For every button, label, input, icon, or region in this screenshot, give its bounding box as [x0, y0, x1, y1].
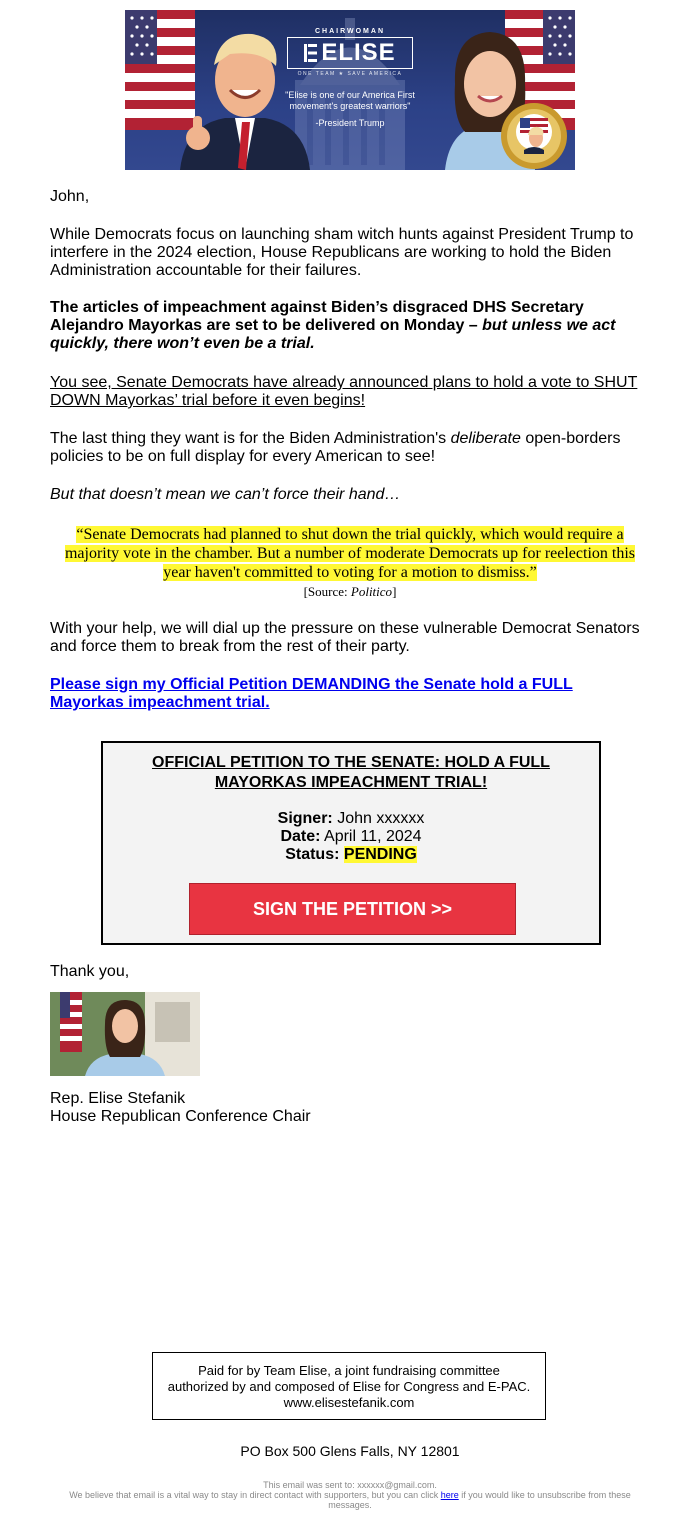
senate-plan-end: !: [360, 392, 366, 409]
mailing-address: PO Box 500 Glens Falls, NY 12801: [240, 1443, 460, 1459]
date-value: April 11, 2024: [324, 828, 422, 845]
elise-logo-text: ELISE: [321, 39, 396, 66]
open-borders-b: open-borders policies to be on full display for every American to see!: [50, 430, 621, 465]
petition-link[interactable]: Please sign my Official Petition DEMANDING the Senate hold a FULL Mayorkas impeachment trial.: [50, 676, 573, 711]
open-borders-italic: deliberate: [450, 430, 521, 447]
header-banner: [125, 10, 575, 170]
unsubscribe-text-b: if you would like to unsubscribe from these messages.: [328, 1490, 631, 1510]
official-team-trump-seal: [500, 102, 568, 170]
paid-for-disclaimer: Paid for by Team Elise, a joint fundraising committee authorized by and composed of Elise for Congress and E-PAC. www.elisestefanik.com: [152, 1352, 546, 1420]
open-borders-a: The last thing they want is for the Biden Administration's: [50, 430, 451, 447]
source-name: Politico: [350, 584, 393, 599]
unsubscribe-link[interactable]: here: [440, 1490, 459, 1500]
banner-attribution: -President Trump: [315, 118, 385, 128]
quote-source: [50, 584, 650, 599]
petition-title: [113, 753, 589, 793]
paragraph-pressure: With your help, we will dial up the pressure on these vulnerable Democrat Senators and force them to break from the rest of their party.: [50, 620, 640, 655]
date-label: Date:: [280, 828, 321, 845]
paragraph-senate-plan: [50, 374, 650, 410]
banner-tagline: ONE TEAM ★ SAVE AMERICA: [297, 71, 403, 77]
senate-plan-text: You see, Senate Democrats have already announced plans to hold a vote to SHUT DOWN Mayorkas’ trial before it even begins: [50, 374, 638, 409]
footer-fineprint: [50, 1480, 650, 1510]
signer-value: John xxxxxx: [337, 810, 425, 827]
politico-quote-text: “Senate Democrats had planned to shut down the trial quickly, which would require a majority vote in the chamber. But a number of moderate Democrats up for reelection this year haven't committed to voting for a motion to dismiss.”: [64, 526, 636, 581]
status-label: Status:: [285, 846, 340, 863]
banner-kicker: CHAIRWOMAN: [314, 28, 386, 35]
impeachment-warning: but unless we act quickly, there won’t even be a trial.: [50, 317, 616, 352]
petition-signer: [113, 810, 589, 828]
status-badge: PENDING: [343, 846, 417, 863]
greeting: John,: [50, 188, 90, 205]
petition-details: [113, 810, 589, 864]
source-suffix: ]: [392, 584, 397, 599]
signature-name: Rep. Elise Stefanik: [50, 1090, 186, 1107]
unsubscribe-notice: [50, 1490, 650, 1510]
elise-logo: [287, 37, 413, 69]
petition-status: [113, 846, 589, 864]
paragraph-petition-link: [50, 676, 650, 712]
thank-you: Thank you,: [50, 963, 130, 980]
paragraph-force-hand: But that doesn’t mean we can’t force their hand…: [50, 486, 401, 503]
impeachment-text: The articles of impeachment against Biden’s disgraced DHS Secretary Alejandro Mayorkas are set to be delivered on Monday –: [50, 299, 584, 334]
signer-label: Signer:: [277, 810, 333, 827]
unsubscribe-text-a: We believe that email is a vital way to stay in direct contact with supporters, but you can click: [69, 1490, 441, 1500]
signature-title: House Republican Conference Chair: [50, 1108, 311, 1125]
paragraph-impeachment: [50, 299, 650, 353]
petition-date: [113, 828, 589, 846]
sign-petition-button[interactable]: SIGN THE PETITION >>: [189, 883, 516, 935]
source-prefix: [Source:: [303, 584, 351, 599]
petition-title-line1: OFFICIAL PETITION TO THE SENATE: HOLD A FULL: [152, 754, 550, 771]
signature-block: [50, 1090, 311, 1126]
elise-logo-mark-icon: [304, 44, 317, 62]
petition-title-line2: MAYORKAS IMPEACHMENT TRIAL!: [214, 774, 488, 791]
banner-quote: "Elise is one of our America First movement's greatest warriors": [285, 90, 415, 111]
petition-box: [101, 741, 601, 945]
paragraph-intro: While Democrats focus on launching sham witch hunts against President Trump to interfere in the 2024 election, House Republicans are working to hold the Biden Administration accountable for their failures.: [50, 226, 634, 279]
sent-to-notice: This email was sent to: xxxxxx@gmail.com.: [263, 1480, 437, 1490]
banner-branding: [275, 28, 425, 128]
paragraph-open-borders: [50, 430, 650, 466]
politico-quote: [50, 525, 650, 582]
signature-photo: [50, 992, 200, 1076]
